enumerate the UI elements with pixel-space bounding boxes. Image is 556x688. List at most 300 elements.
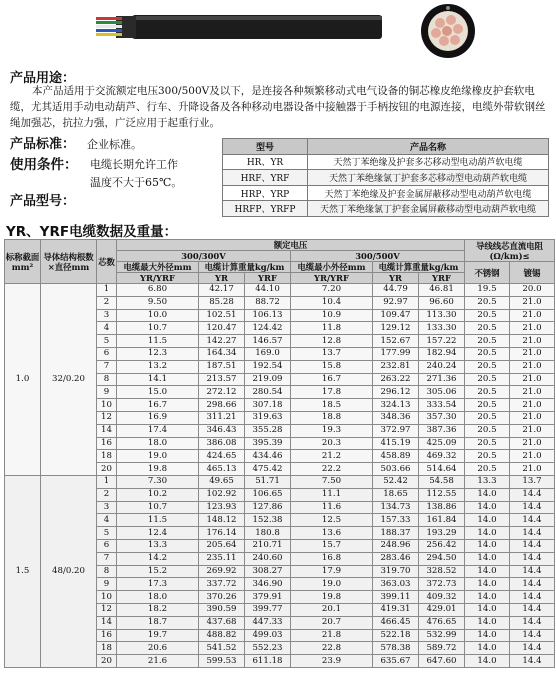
cell-od-max: 18.0 [117, 437, 199, 450]
cell-od-min: 13.6 [291, 527, 373, 540]
cell-resist-stainless: 20.5 [465, 296, 510, 309]
cell-weight-yr-300: 49.65 [199, 475, 245, 488]
cell-resist-tinned: 21.0 [510, 450, 555, 463]
header-cores: 芯数 [97, 240, 117, 284]
cell-weight-yrf-300: 51.71 [245, 475, 291, 488]
cell-resist-stainless: 20.5 [465, 360, 510, 373]
cell-resist-tinned: 21.0 [510, 347, 555, 360]
cell-resist-stainless: 20.5 [465, 399, 510, 412]
cell-weight-yr-500: 635.67 [373, 655, 419, 668]
cell-resist-stainless: 14.0 [465, 591, 510, 604]
cell-od-min: 19.8 [291, 591, 373, 604]
cell-resist-tinned: 21.0 [510, 360, 555, 373]
header-yr: YR [373, 273, 419, 284]
header-yrf: YRF [419, 273, 465, 284]
model-desc: 天然丁苯绝缘氯丁护套多芯移动型电动葫芦软电缆 [308, 170, 549, 186]
cell-resist-tinned: 21.0 [510, 335, 555, 348]
cell-weight-yrf-500: 425.09 [419, 437, 465, 450]
cell-structure: 32/0.20 [41, 284, 97, 476]
cell-od-max: 6.80 [117, 284, 199, 297]
cell-weight-yr-300: 541.52 [199, 642, 245, 655]
cell-od-min: 17.8 [291, 386, 373, 399]
cell-weight-yrf-300: 319.63 [245, 411, 291, 424]
cell-resist-stainless: 14.0 [465, 552, 510, 565]
cell-weight-yrf-500: 271.36 [419, 373, 465, 386]
cell-weight-yr-500: 372.97 [373, 424, 419, 437]
cell-resist-tinned: 14.4 [510, 591, 555, 604]
cell-weight-yrf-300: 124.42 [245, 322, 291, 335]
cell-od-max: 19.0 [117, 450, 199, 463]
cell-od-min: 10.9 [291, 309, 373, 322]
cell-weight-yrf-300: 44.10 [245, 284, 291, 297]
cell-cores: 18 [97, 642, 117, 655]
cell-od-min: 16.7 [291, 373, 373, 386]
cell-weight-yr-300: 164.34 [199, 347, 245, 360]
cell-resist-stainless: 20.5 [465, 411, 510, 424]
table-header-row [5, 240, 555, 251]
cell-cores: 12 [97, 603, 117, 616]
cell-weight-yr-300: 235.11 [199, 552, 245, 565]
model-row [223, 170, 549, 186]
standard-value: 企业标准。 [87, 138, 142, 151]
data-table-title: YR、YRF电缆数据及重量： [6, 224, 178, 240]
cell-cores: 8 [97, 565, 117, 578]
cell-od-min: 21.8 [291, 629, 373, 642]
header-300v: 300/300V [117, 251, 291, 262]
cell-od-min: 11.8 [291, 322, 373, 335]
cell-weight-yrf-500: 333.54 [419, 399, 465, 412]
cell-weight-yrf-300: 355.28 [245, 424, 291, 437]
cell-resist-stainless: 14.0 [465, 642, 510, 655]
cell-cores: 4 [97, 514, 117, 527]
cell-od-min: 18.5 [291, 399, 373, 412]
header-section: 标称截面mm² [5, 240, 41, 284]
header-500v: 300/500V [291, 251, 465, 262]
cell-od-min: 15.8 [291, 360, 373, 373]
cell-resist-stainless: 20.5 [465, 347, 510, 360]
table-row [5, 475, 555, 488]
cell-weight-yr-500: 92.97 [373, 296, 419, 309]
conditions-line1: 电缆长期允许工作 [90, 158, 178, 171]
cell-cores: 4 [97, 322, 117, 335]
cell-od-min: 19.0 [291, 578, 373, 591]
cell-weight-yr-300: 437.68 [199, 616, 245, 629]
cell-od-min: 11.6 [291, 501, 373, 514]
cell-resist-stainless: 20.5 [465, 424, 510, 437]
cell-cores: 8 [97, 373, 117, 386]
cell-od-min: 17.9 [291, 565, 373, 578]
cell-od-max: 16.7 [117, 399, 199, 412]
cell-weight-yrf-500: 357.30 [419, 411, 465, 424]
cell-cores: 9 [97, 386, 117, 399]
cell-weight-yr-300: 205.64 [199, 539, 245, 552]
header-model: 型号 [223, 139, 308, 155]
cell-od-max: 9.50 [117, 296, 199, 309]
cell-weight-yrf-300: 127.86 [245, 501, 291, 514]
cell-weight-yrf-300: 240.60 [245, 552, 291, 565]
cell-od-min: 10.4 [291, 296, 373, 309]
cell-resist-stainless: 20.5 [465, 373, 510, 386]
cell-resist-tinned: 21.0 [510, 463, 555, 476]
cell-od-max: 14.2 [117, 552, 199, 565]
cell-weight-yrf-500: 138.86 [419, 501, 465, 514]
cell-od-max: 18.0 [117, 591, 199, 604]
cell-resist-tinned: 20.0 [510, 284, 555, 297]
cell-weight-yrf-300: 210.71 [245, 539, 291, 552]
cell-resist-tinned: 21.0 [510, 296, 555, 309]
cell-resist-tinned: 14.4 [510, 527, 555, 540]
cell-weight-yr-500: 263.22 [373, 373, 419, 386]
cell-od-max: 10.2 [117, 488, 199, 501]
cell-cores: 2 [97, 296, 117, 309]
cell-section: 1.5 [5, 475, 41, 667]
cell-weight-yrf-300: 192.54 [245, 360, 291, 373]
cell-section: 1.0 [5, 284, 41, 476]
cell-od-min: 7.20 [291, 284, 373, 297]
cell-weight-yrf-300: 219.09 [245, 373, 291, 386]
cell-resist-tinned: 14.4 [510, 629, 555, 642]
cell-resist-tinned: 14.4 [510, 642, 555, 655]
cell-od-max: 10.0 [117, 309, 199, 322]
cell-structure: 48/0.20 [41, 475, 97, 667]
cell-weight-yr-300: 187.51 [199, 360, 245, 373]
cell-weight-yr-300: 488.82 [199, 629, 245, 642]
cell-weight-yrf-500: 54.58 [419, 475, 465, 488]
cell-weight-yrf-500: 476.65 [419, 616, 465, 629]
cell-resist-tinned: 21.0 [510, 309, 555, 322]
header-yrf: YRF [245, 273, 291, 284]
cell-weight-yrf-500: 589.72 [419, 642, 465, 655]
cell-resist-stainless: 14.0 [465, 514, 510, 527]
cell-od-max: 12.3 [117, 347, 199, 360]
cell-weight-yrf-300: 346.90 [245, 578, 291, 591]
header-od-min: 电缆最小外径mm [291, 262, 373, 273]
cell-weight-yr-300: 142.27 [199, 335, 245, 348]
cell-cores: 3 [97, 309, 117, 322]
cell-resist-tinned: 21.0 [510, 386, 555, 399]
cell-weight-yr-300: 599.53 [199, 655, 245, 668]
cell-weight-yr-500: 52.42 [373, 475, 419, 488]
cell-weight-yrf-300: 447.33 [245, 616, 291, 629]
cell-weight-yr-500: 458.89 [373, 450, 419, 463]
cell-weight-yr-500: 503.66 [373, 463, 419, 476]
cell-weight-yr-500: 157.33 [373, 514, 419, 527]
cell-od-min: 11.1 [291, 488, 373, 501]
header-resistance: 导线线芯直流电阻(Ω/km)≤ [465, 240, 555, 262]
cell-weight-yr-300: 269.92 [199, 565, 245, 578]
cell-weight-yr-300: 346.43 [199, 424, 245, 437]
cell-weight-yrf-500: 133.30 [419, 322, 465, 335]
cell-resist-stainless: 14.0 [465, 629, 510, 642]
cell-weight-yrf-500: 96.60 [419, 296, 465, 309]
cell-od-max: 15.0 [117, 386, 199, 399]
cell-weight-yr-300: 272.12 [199, 386, 245, 399]
cell-weight-yrf-300: 280.54 [245, 386, 291, 399]
cell-resist-stainless: 20.5 [465, 450, 510, 463]
cell-weight-yr-500: 134.73 [373, 501, 419, 514]
model-desc: 天然丁苯绝缘及护套金属屏蔽移动型电动葫芦软电缆 [308, 185, 549, 201]
cell-weight-yrf-300: 379.91 [245, 591, 291, 604]
cell-resist-tinned: 14.4 [510, 552, 555, 565]
cell-resist-tinned: 14.4 [510, 501, 555, 514]
cell-od-min: 22.2 [291, 463, 373, 476]
cell-weight-yrf-500: 647.60 [419, 655, 465, 668]
cell-od-max: 20.6 [117, 642, 199, 655]
cell-cores: 18 [97, 450, 117, 463]
cell-resist-tinned: 21.0 [510, 424, 555, 437]
model-desc: 天然丁苯绝缘氯丁护套金属屏蔽移动型电动葫芦软电缆 [308, 201, 549, 217]
cell-weight-yr-500: 578.38 [373, 642, 419, 655]
cell-resist-stainless: 14.0 [465, 501, 510, 514]
cell-od-max: 10.7 [117, 501, 199, 514]
cell-cores: 3 [97, 501, 117, 514]
cell-weight-yrf-300: 611.18 [245, 655, 291, 668]
cell-weight-yr-500: 232.81 [373, 360, 419, 373]
cell-weight-yrf-500: 113.30 [419, 309, 465, 322]
cell-resist-tinned: 14.4 [510, 488, 555, 501]
cell-od-min: 7.50 [291, 475, 373, 488]
cell-weight-yrf-300: 169.0 [245, 347, 291, 360]
model-code: HRP、YRP [223, 185, 308, 201]
cell-weight-yrf-500: 372.73 [419, 578, 465, 591]
cell-od-max: 11.5 [117, 514, 199, 527]
header-tinned: 镀锡 [510, 262, 555, 284]
model-heading: 产品型号： [10, 194, 76, 209]
cell-od-min: 15.7 [291, 539, 373, 552]
cell-od-max: 16.9 [117, 411, 199, 424]
cell-weight-yr-500: 399.11 [373, 591, 419, 604]
header-structure: 导体结构根数×直径mm [41, 240, 97, 284]
cell-weight-yrf-300: 399.77 [245, 603, 291, 616]
cell-cores: 10 [97, 399, 117, 412]
cell-cores: 20 [97, 655, 117, 668]
cell-weight-yrf-500: 429.01 [419, 603, 465, 616]
cell-resist-stainless: 20.5 [465, 386, 510, 399]
cell-resist-tinned: 14.4 [510, 616, 555, 629]
header-weight-300: 电缆计算重量kg/km [199, 262, 291, 273]
cell-weight-yrf-500: 256.42 [419, 539, 465, 552]
cell-cores: 6 [97, 539, 117, 552]
cell-cores: 14 [97, 424, 117, 437]
header-od-max: 电缆最大外径mm [117, 262, 199, 273]
cell-weight-yrf-300: 88.72 [245, 296, 291, 309]
cell-cores: 5 [97, 527, 117, 540]
standard-heading: 产品标准： [10, 137, 76, 152]
cell-weight-yr-300: 102.51 [199, 309, 245, 322]
model-row [223, 154, 549, 170]
model-code: HR、YR [223, 154, 308, 170]
usage-text: 本产品适用于交流额定电压300/500V及以下，是连接各种频繁移动式电气设备的铜芯橡皮绝缘橡皮护套软电缆，尤其适用手动电动葫芦、行车、升降设备及各种移动电器设备中接触器于手柄按钮的电源连接，电缆外带软钢丝绳加强芯，抗拉力强，广泛应用于起重行业。 [10, 85, 546, 129]
cell-od-min: 20.7 [291, 616, 373, 629]
cell-weight-yrf-300: 434.46 [245, 450, 291, 463]
cell-resist-stainless: 14.0 [465, 565, 510, 578]
cell-weight-yr-500: 283.46 [373, 552, 419, 565]
cell-weight-yrf-500: 328.52 [419, 565, 465, 578]
cell-cores: 1 [97, 475, 117, 488]
cell-od-min: 21.2 [291, 450, 373, 463]
cell-cores: 9 [97, 578, 117, 591]
cell-resist-stainless: 14.0 [465, 539, 510, 552]
cell-cores: 10 [97, 591, 117, 604]
cell-od-min: 19.3 [291, 424, 373, 437]
cable-cross-section-image [420, 3, 476, 59]
cable-product-image [92, 3, 382, 53]
cell-cores: 7 [97, 360, 117, 373]
cell-weight-yrf-300: 475.42 [245, 463, 291, 476]
cell-weight-yr-300: 424.65 [199, 450, 245, 463]
cell-od-max: 13.2 [117, 360, 199, 373]
cell-cores: 7 [97, 552, 117, 565]
cell-weight-yr-300: 176.14 [199, 527, 245, 540]
cell-weight-yr-500: 177.99 [373, 347, 419, 360]
cell-weight-yrf-300: 552.23 [245, 642, 291, 655]
cell-od-min: 12.8 [291, 335, 373, 348]
cell-weight-yrf-300: 152.38 [245, 514, 291, 527]
header-yr-yrf: YR/YRF [291, 273, 373, 284]
cell-cores: 16 [97, 629, 117, 642]
cell-weight-yrf-300: 146.57 [245, 335, 291, 348]
table-row [5, 284, 555, 297]
cell-od-max: 10.7 [117, 322, 199, 335]
cell-weight-yrf-500: 112.55 [419, 488, 465, 501]
conditions-line2: 温度不大于65℃。 [90, 176, 183, 189]
cell-od-max: 17.3 [117, 578, 199, 591]
cell-resist-stainless: 20.5 [465, 335, 510, 348]
cell-weight-yr-300: 386.08 [199, 437, 245, 450]
cable-data-table [4, 239, 555, 668]
cell-weight-yrf-500: 469.32 [419, 450, 465, 463]
cell-cores: 1 [97, 284, 117, 297]
cell-weight-yrf-300: 106.65 [245, 488, 291, 501]
cell-weight-yr-300: 337.72 [199, 578, 245, 591]
cell-weight-yr-500: 152.67 [373, 335, 419, 348]
cell-resist-stainless: 14.0 [465, 527, 510, 540]
header-yr-yrf: YR/YRF [117, 273, 199, 284]
cell-weight-yr-500: 319.70 [373, 565, 419, 578]
cell-resist-stainless: 20.5 [465, 309, 510, 322]
cell-resist-tinned: 21.0 [510, 411, 555, 424]
cell-weight-yr-500: 109.47 [373, 309, 419, 322]
cell-resist-tinned: 21.0 [510, 373, 555, 386]
cell-cores: 5 [97, 335, 117, 348]
cell-weight-yrf-500: 514.64 [419, 463, 465, 476]
cell-od-min: 22.8 [291, 642, 373, 655]
model-row [223, 201, 549, 217]
cell-weight-yr-300: 123.93 [199, 501, 245, 514]
cell-resist-stainless: 20.5 [465, 437, 510, 450]
cell-resist-tinned: 14.4 [510, 603, 555, 616]
cell-weight-yr-500: 129.12 [373, 322, 419, 335]
cell-weight-yr-500: 248.96 [373, 539, 419, 552]
header-product-name: 产品名称 [308, 139, 549, 155]
model-desc: 天然丁苯绝缘及护套多芯移动型电动葫芦软电缆 [308, 154, 549, 170]
cell-resist-tinned: 14.4 [510, 578, 555, 591]
cell-resist-stainless: 14.0 [465, 655, 510, 668]
cell-od-min: 16.8 [291, 552, 373, 565]
cell-weight-yr-500: 296.12 [373, 386, 419, 399]
cell-resist-stainless: 19.5 [465, 284, 510, 297]
cell-resist-tinned: 14.4 [510, 514, 555, 527]
cell-weight-yrf-500: 409.32 [419, 591, 465, 604]
cell-weight-yrf-300: 499.03 [245, 629, 291, 642]
header-rated-voltage: 额定电压 [117, 240, 465, 251]
cell-weight-yr-300: 298.66 [199, 399, 245, 412]
cell-resist-stainless: 14.0 [465, 616, 510, 629]
header-weight-500: 电缆计算重量kg/km [373, 262, 465, 273]
cell-weight-yrf-500: 294.50 [419, 552, 465, 565]
cell-resist-stainless: 20.5 [465, 463, 510, 476]
cell-weight-yrf-500: 157.22 [419, 335, 465, 348]
cell-weight-yrf-500: 193.29 [419, 527, 465, 540]
cell-resist-stainless: 20.5 [465, 322, 510, 335]
cell-od-max: 18.2 [117, 603, 199, 616]
header-yr: YR [199, 273, 245, 284]
cell-weight-yr-300: 213.57 [199, 373, 245, 386]
cell-od-max: 14.1 [117, 373, 199, 386]
cell-od-max: 15.2 [117, 565, 199, 578]
cell-weight-yrf-300: 308.27 [245, 565, 291, 578]
cell-resist-tinned: 14.4 [510, 565, 555, 578]
cell-weight-yr-500: 363.03 [373, 578, 419, 591]
cell-od-min: 12.5 [291, 514, 373, 527]
cell-weight-yr-300: 311.21 [199, 411, 245, 424]
cell-od-min: 13.7 [291, 347, 373, 360]
cell-od-max: 19.7 [117, 629, 199, 642]
cell-od-max: 7.30 [117, 475, 199, 488]
cell-od-max: 13.3 [117, 539, 199, 552]
cell-weight-yrf-500: 46.81 [419, 284, 465, 297]
cell-od-min: 23.9 [291, 655, 373, 668]
cell-weight-yrf-500: 532.99 [419, 629, 465, 642]
cell-resist-stainless: 14.0 [465, 488, 510, 501]
cell-od-max: 11.5 [117, 335, 199, 348]
cell-cores: 12 [97, 411, 117, 424]
cell-weight-yr-500: 324.13 [373, 399, 419, 412]
cell-od-min: 20.1 [291, 603, 373, 616]
cell-weight-yr-300: 370.26 [199, 591, 245, 604]
cell-resist-stainless: 13.3 [465, 475, 510, 488]
cell-weight-yr-500: 44.79 [373, 284, 419, 297]
header-stainless: 不锈钢 [465, 262, 510, 284]
cell-cores: 6 [97, 347, 117, 360]
model-table [222, 138, 549, 217]
cell-od-max: 21.6 [117, 655, 199, 668]
cell-od-max: 19.8 [117, 463, 199, 476]
cell-od-min: 20.3 [291, 437, 373, 450]
cell-resist-tinned: 21.0 [510, 437, 555, 450]
cell-cores: 2 [97, 488, 117, 501]
cell-weight-yrf-300: 106.13 [245, 309, 291, 322]
cell-weight-yr-300: 390.59 [199, 603, 245, 616]
cell-weight-yrf-500: 182.94 [419, 347, 465, 360]
cell-weight-yr-300: 42.17 [199, 284, 245, 297]
usage-heading: 产品用途： [10, 71, 76, 86]
cell-weight-yr-500: 466.45 [373, 616, 419, 629]
model-table-header [223, 139, 549, 155]
cell-resist-tinned: 13.7 [510, 475, 555, 488]
model-code: HRF、YRF [223, 170, 308, 186]
cell-weight-yr-500: 188.37 [373, 527, 419, 540]
cell-weight-yrf-300: 395.39 [245, 437, 291, 450]
cell-cores: 20 [97, 463, 117, 476]
cell-weight-yr-500: 522.18 [373, 629, 419, 642]
cell-resist-tinned: 14.4 [510, 655, 555, 668]
cell-od-max: 12.4 [117, 527, 199, 540]
cell-weight-yrf-500: 305.06 [419, 386, 465, 399]
cell-weight-yr-500: 415.19 [373, 437, 419, 450]
cell-resist-stainless: 14.0 [465, 603, 510, 616]
cell-cores: 16 [97, 437, 117, 450]
